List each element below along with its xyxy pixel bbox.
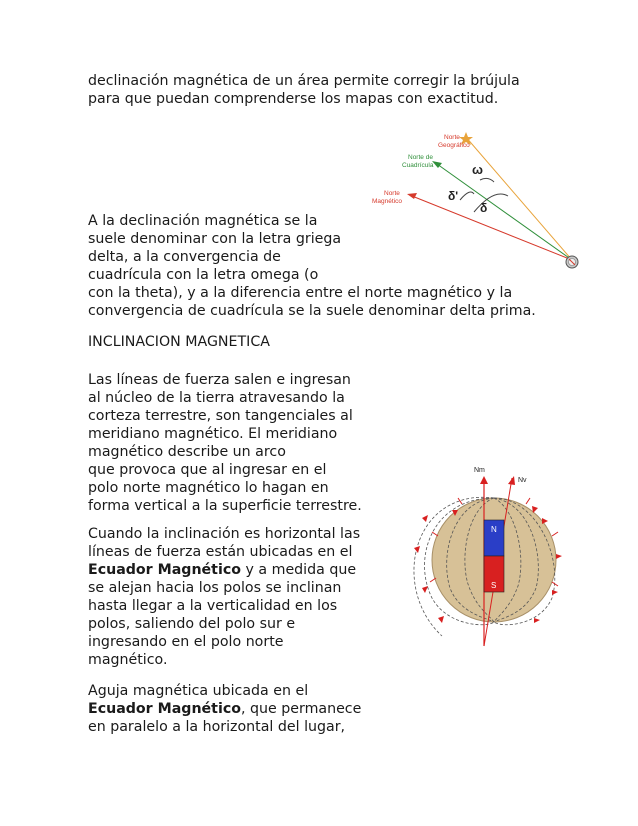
- paragraph-line: para que puedan comprenderse los mapas con exactitud.: [88, 91, 499, 107]
- true-north-arrowhead: [508, 476, 515, 485]
- label-nv: Nv: [518, 477, 527, 484]
- paragraph-line: delta, a la convergencia de: [88, 249, 281, 265]
- declination-diagram: [362, 128, 592, 276]
- angle-arc-delta-prime: [460, 192, 474, 200]
- paragraph-line: [88, 561, 356, 579]
- paragraph-line: líneas de fuerza están ubicadas en el: [88, 544, 353, 560]
- paragraph-line: suele denominar con la letra griega: [88, 231, 342, 247]
- bold-term: Ecuador Magnético: [88, 562, 241, 578]
- omega-symbol: ω: [472, 162, 483, 177]
- magnetic-north-arrowhead: [407, 193, 417, 199]
- label-magnetic-north: Magnético: [372, 198, 402, 205]
- inline-text: , que permanece: [241, 701, 362, 717]
- paragraph-line: en paralelo a la horizontal del lugar,: [88, 719, 346, 735]
- magnetic-north-arrowhead: [480, 476, 488, 484]
- delta-symbol: δ: [480, 201, 488, 215]
- label-grid-north: Norte de: [408, 154, 433, 161]
- inclination-diagram: [392, 458, 574, 656]
- paragraph-line: magnético.: [88, 652, 168, 668]
- paragraph-line: convergencia de cuadrícula se la suele denominar delta prima.: [88, 303, 536, 319]
- paragraph-line: A la declinación magnética se la: [88, 213, 318, 229]
- label-n: N: [491, 525, 497, 534]
- label-grid-north: Cuadrícula: [402, 162, 434, 169]
- paragraph-line: ingresando en el polo norte: [88, 634, 284, 650]
- paragraph-line: hasta llegar a la verticalidad en los: [88, 598, 338, 614]
- compass-icon: [566, 256, 578, 268]
- paragraph-line: al núcleo de la tierra atravesando la: [88, 390, 345, 406]
- paragraph-line: meridiano magnético. El meridiano: [88, 426, 338, 442]
- paragraph-line: [88, 700, 361, 718]
- paragraph-line: declinación magnética de un área permite corregir la brújula: [88, 73, 520, 89]
- paragraph-line: se alejan hacia los polos se inclinan: [88, 580, 342, 596]
- label-geographic-north: Geográfico: [438, 142, 470, 149]
- angle-arc-omega: [480, 178, 494, 182]
- paragraph-line: polo norte magnético lo hagan en: [88, 480, 329, 496]
- inline-text: y a medida que: [241, 562, 357, 578]
- paragraph-line: cuadrícula con la letra omega (o: [88, 267, 319, 283]
- paragraph-line: con la theta), y a la diferencia entre el norte magnético y la: [88, 285, 513, 301]
- paragraph-line: magnético describe un arco: [88, 444, 286, 460]
- paragraph-line: forma vertical a la superficie terrestre.: [88, 498, 362, 514]
- paragraph-line: corteza terrestre, son tangenciales al: [88, 408, 353, 424]
- paragraph-line: Cuando la inclinación es horizontal las: [88, 526, 361, 542]
- label-s: S: [491, 581, 497, 590]
- paragraph-line: polos, saliendo del polo sur e: [88, 616, 296, 632]
- paragraph-line: Las líneas de fuerza salen e ingresan: [88, 372, 351, 388]
- paragraph-line: que provoca que al ingresar en el: [88, 462, 327, 478]
- grid-north-line: [437, 164, 572, 260]
- section-heading: INCLINACION MAGNETICA: [88, 334, 270, 350]
- paragraph-line: Aguja magnética ubicada en el: [88, 683, 309, 699]
- label-magnetic-north: Norte: [384, 190, 400, 197]
- label-geographic-north: Norte: [444, 134, 460, 141]
- label-nm: Nm: [474, 467, 485, 474]
- delta-prime-symbol: δ': [448, 189, 459, 203]
- geographic-north-line: [465, 136, 572, 260]
- magnetic-north-line: [412, 196, 572, 260]
- bold-term: Ecuador Magnético: [88, 701, 241, 717]
